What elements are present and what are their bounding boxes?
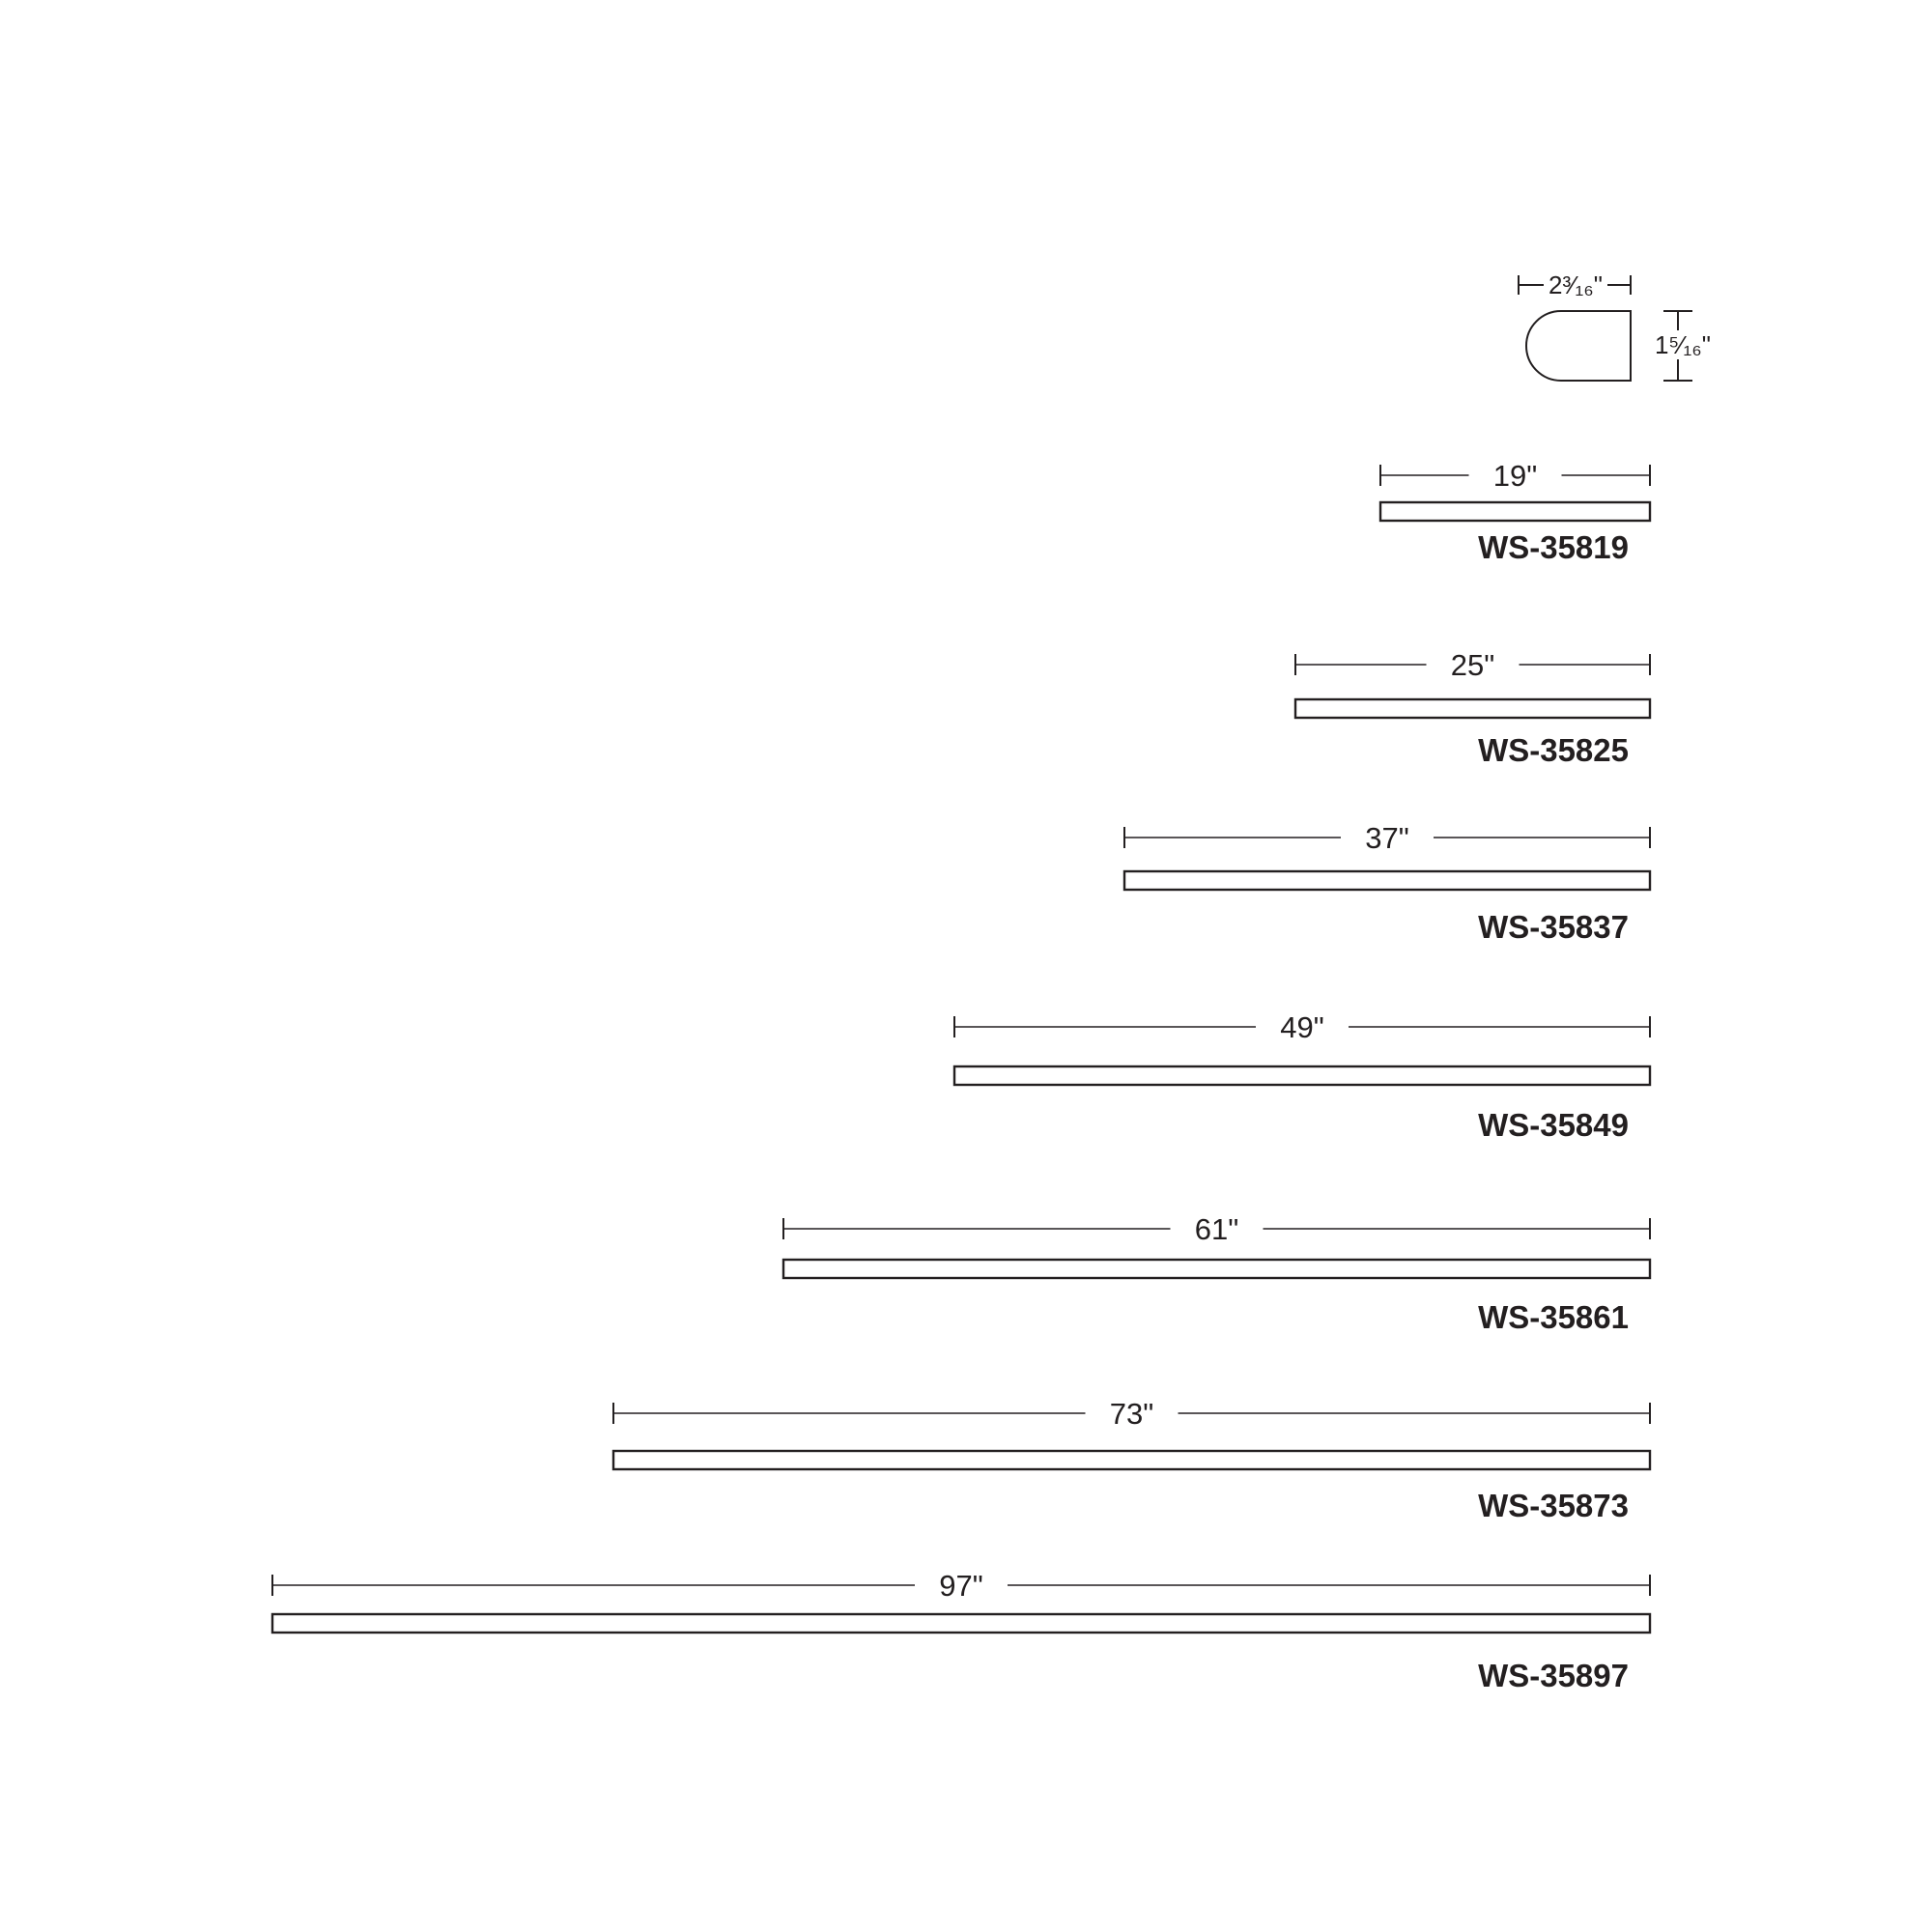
model-number: WS-35837	[1478, 909, 1629, 945]
model-number: WS-35861	[1478, 1299, 1629, 1335]
length-label: 61"	[1194, 1212, 1239, 1246]
model-number: WS-35849	[1478, 1107, 1629, 1143]
fixture-bar	[1295, 699, 1650, 718]
profile-section	[1519, 270, 1711, 381]
model-number: WS-35897	[1478, 1658, 1629, 1693]
length-label: 25"	[1450, 648, 1495, 682]
fixture-row	[1124, 821, 1650, 945]
fixture-row	[783, 1212, 1650, 1335]
length-label: 19"	[1492, 459, 1538, 493]
model-number: WS-35873	[1478, 1488, 1629, 1523]
fixture-row	[1295, 648, 1650, 768]
fixture-bar	[954, 1066, 1650, 1085]
fixture-row	[954, 1010, 1650, 1143]
fixture-bar	[613, 1451, 1650, 1469]
length-label: 37"	[1365, 821, 1409, 855]
fixture-row	[272, 1569, 1650, 1693]
model-number: WS-35819	[1478, 529, 1629, 565]
profile-width-label: 2³⁄₁₆"	[1548, 270, 1603, 299]
fixture-list	[272, 459, 1650, 1693]
length-label: 97"	[939, 1569, 983, 1603]
profile-shape	[1526, 311, 1631, 381]
fixture-bar	[272, 1614, 1650, 1633]
fixture-row	[613, 1397, 1650, 1523]
fixture-bar	[1380, 502, 1650, 521]
model-number: WS-35825	[1478, 732, 1629, 768]
fixture-row	[1380, 459, 1650, 565]
fixture-bar	[783, 1260, 1650, 1278]
profile-height-label: 1⁵⁄₁₆"	[1654, 330, 1712, 359]
fixture-bar	[1124, 871, 1650, 890]
length-label: 49"	[1280, 1010, 1324, 1044]
length-label: 73"	[1109, 1397, 1154, 1431]
